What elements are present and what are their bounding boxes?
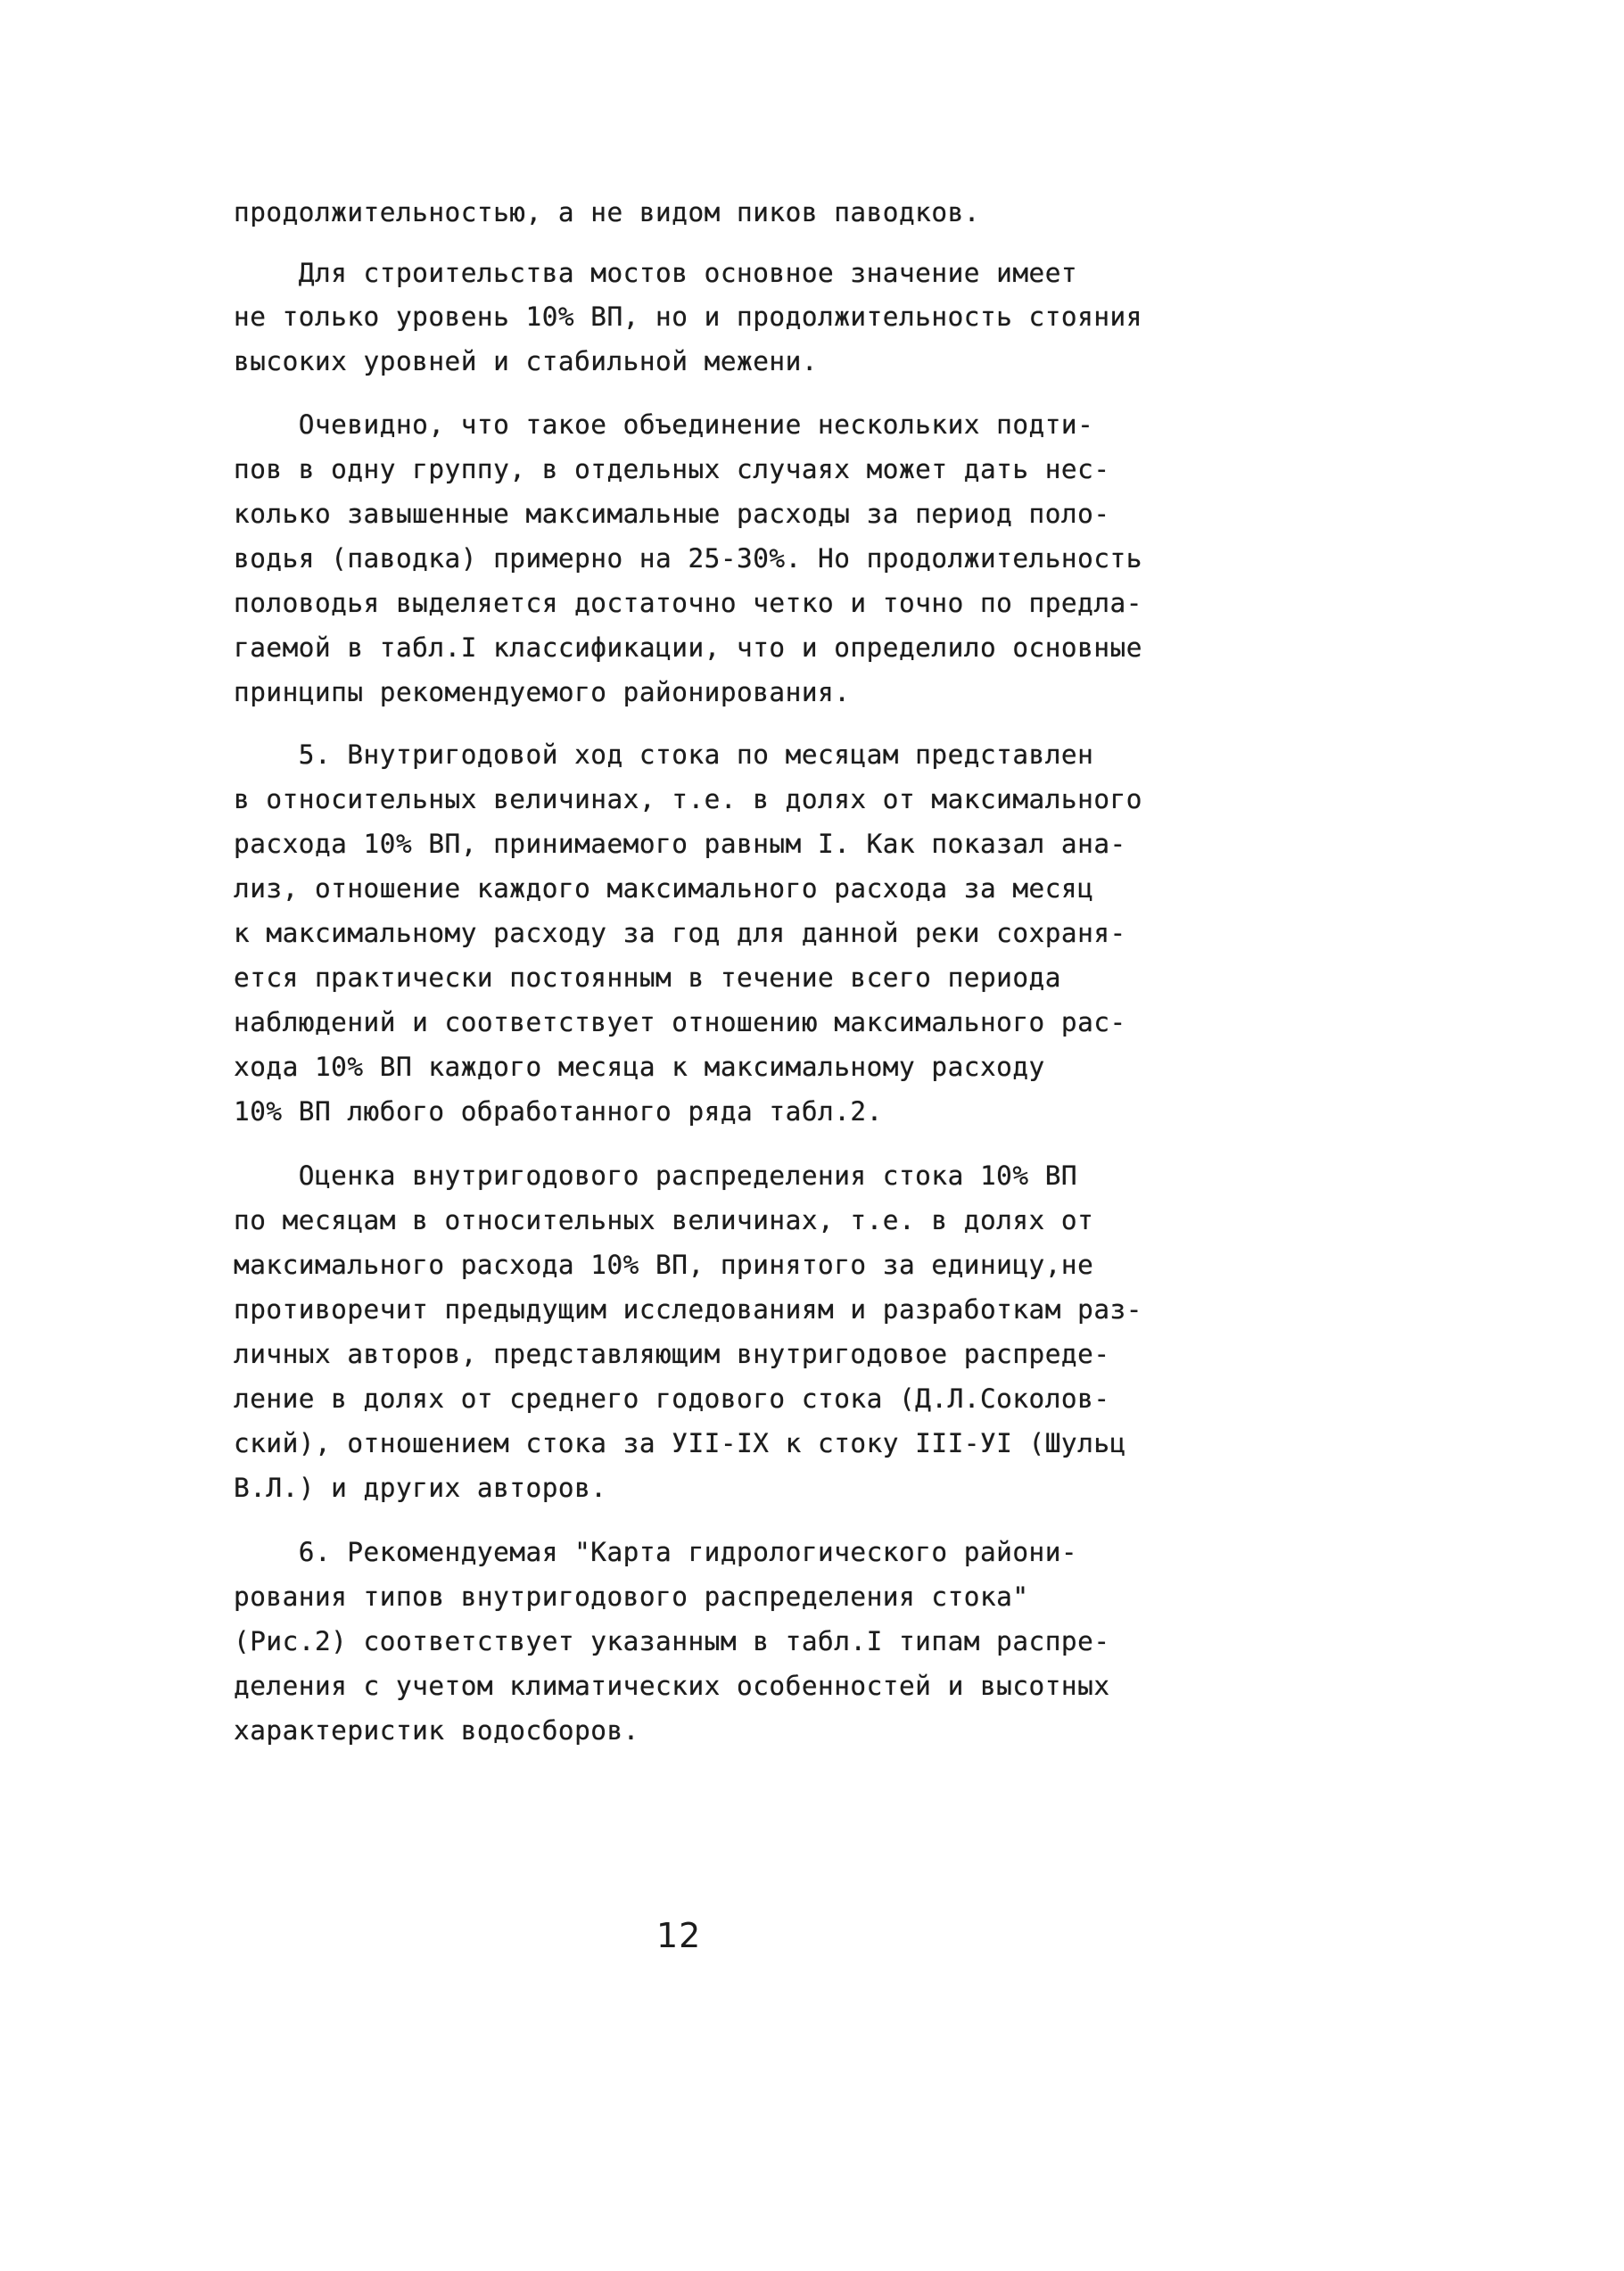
text-line: колько завышенные максимальные расходы за период поло- bbox=[234, 499, 1110, 529]
text-line: В.Л.) и других авторов. bbox=[234, 1473, 607, 1503]
text-line: 10% ВП любого обработанного ряда табл.2. bbox=[234, 1096, 883, 1127]
text-line: гаемой в табл.I классификации, что и определило основные bbox=[234, 632, 1142, 663]
text-line: в относительных величинах, т.е. в долях от максимального bbox=[234, 784, 1142, 814]
text-line: личных авторов, представляющим внутригодовое распреде- bbox=[234, 1339, 1110, 1369]
text-line: хода 10% ВП каждого месяца к максимальному расходу bbox=[234, 1052, 1045, 1082]
text-line: ется практически постоянным в течение всего периода bbox=[234, 962, 1061, 993]
text-line: ление в долях от среднего годового стока (Д.Л.Соколов- bbox=[234, 1383, 1110, 1414]
text-line: принципы рекомендуемого районирования. bbox=[234, 677, 851, 707]
text-line: не только уровень 10% ВП, но и продолжительность стояния bbox=[234, 301, 1142, 332]
text-line: половодья выделяется достаточно четко и точно по предла- bbox=[234, 588, 1142, 618]
text-line: противоречит предыдущим исследованиям и разработкам раз- bbox=[234, 1294, 1142, 1325]
text-line: лиз, отношение каждого максимального расхода за месяц bbox=[234, 873, 1094, 904]
text-line: Оценка внутригодового распределения стока 10% ВП bbox=[234, 1160, 1078, 1191]
text-line: Очевидно, что такое объединение нескольких подти- bbox=[234, 409, 1094, 440]
text-line: характеристик водосборов. bbox=[234, 1715, 639, 1746]
text-line: продолжительностью, а не видом пиков паводков. bbox=[234, 197, 980, 227]
text-line: высоких уровней и стабильной межени. bbox=[234, 346, 819, 376]
text-line: рования типов внутригодового распределения стока" bbox=[234, 1581, 1029, 1612]
text-line: по месяцам в относительных величинах, т.е. в долях от bbox=[234, 1205, 1094, 1235]
text-line: Для строительства мостов основное значение имеет bbox=[234, 258, 1078, 288]
text-line: (Рис.2) соответствует указанным в табл.I типам распре- bbox=[234, 1626, 1110, 1656]
text-line: 6. Рекомендуемая "Карта гидрологического райони- bbox=[234, 1537, 1078, 1567]
text-line: ский), отношением стока за УII-IX к стоку III-УI (Шульц bbox=[234, 1428, 1126, 1458]
text-line: расхода 10% ВП, принимаемого равным I. Как показал ана- bbox=[234, 829, 1126, 859]
text-line: наблюдений и соответствует отношению максимального рас- bbox=[234, 1007, 1126, 1037]
text-line: деления с учетом климатических особенностей и высотных bbox=[234, 1671, 1110, 1701]
text-line: максимального расхода 10% ВП, принятого за единицу,не bbox=[234, 1250, 1094, 1280]
text-line: водья (паводка) примерно на 25-30%. Но продолжительность bbox=[234, 543, 1142, 574]
text-line: пов в одну группу, в отдельных случаях может дать нес- bbox=[234, 454, 1110, 484]
page-number: 12 bbox=[656, 1916, 702, 1955]
text-line: 5. Внутригодовой ход стока по месяцам представлен bbox=[234, 739, 1094, 770]
text-line: к максимальному расходу за год для данной реки сохраня- bbox=[234, 918, 1126, 948]
